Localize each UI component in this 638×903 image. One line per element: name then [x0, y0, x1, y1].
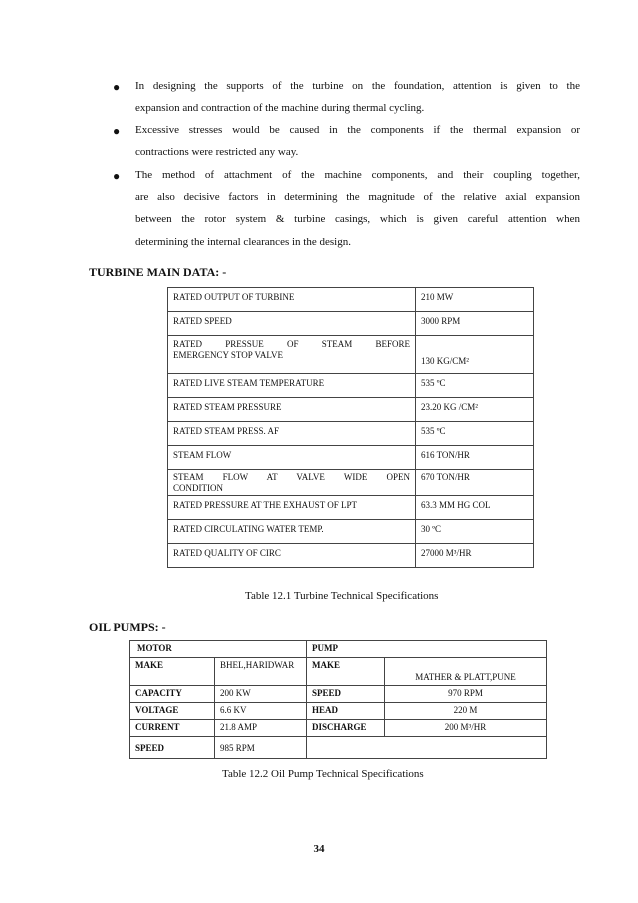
- spec-value: 616 TON/HR: [416, 446, 534, 470]
- motor-value: BHEL,HARIDWAR: [215, 658, 307, 686]
- turbine-table-caption: Table 12.1 Turbine Technical Specifications: [245, 590, 439, 602]
- turbine-spec-table: [167, 287, 534, 568]
- table-row: [168, 336, 534, 374]
- spec-label: [168, 336, 416, 374]
- oil-pumps-heading: OIL PUMPS: -: [89, 620, 166, 634]
- spec-label: [168, 470, 416, 496]
- table-row: [130, 720, 547, 737]
- spec-value: 63.3 MM HG COL: [416, 496, 534, 520]
- pump-field: HEAD: [307, 703, 385, 720]
- bullet-1-line-2: expansion and contraction of the machine during thermal cycling.: [135, 102, 425, 114]
- table-row: [168, 288, 534, 312]
- spec-value: 535 ºC: [416, 374, 534, 398]
- table-row: [130, 658, 547, 686]
- motor-value: 985 RPM: [215, 737, 307, 759]
- spec-value: 27000 M³/HR: [416, 544, 534, 568]
- pump-value: 200 M³/HR: [385, 720, 547, 737]
- table-row: [168, 398, 534, 422]
- table-row: [130, 686, 547, 703]
- spec-label: RATED STEAM PRESSURE: [168, 398, 416, 422]
- bullet-3-line-1: The method of attachment of the machine components, and their coupling together,: [135, 169, 580, 181]
- table-row: [130, 703, 547, 720]
- motor-header: MOTOR: [130, 641, 307, 658]
- spec-label: RATED STEAM PRESS. AF: [168, 422, 416, 446]
- spec-value: 30 ºC: [416, 520, 534, 544]
- spec-value: 535 ºC: [416, 422, 534, 446]
- spec-value: 670 TON/HR: [416, 470, 534, 496]
- page-number: 34: [313, 843, 325, 855]
- table-row: [168, 520, 534, 544]
- bullet-dot: ●: [113, 80, 121, 94]
- pump-field: MAKE: [307, 658, 385, 686]
- spec-label-line-1: RATED PRESSUE OF STEAM BEFORE: [173, 339, 410, 349]
- motor-value: 6.6 KV: [215, 703, 307, 720]
- bullet-2-line-2: contractions were restricted any way.: [135, 146, 299, 158]
- spec-label: RATED LIVE STEAM TEMPERATURE: [168, 374, 416, 398]
- table-row: [168, 312, 534, 336]
- spec-value: 23.20 KG /CM²: [416, 398, 534, 422]
- pump-value: 970 RPM: [385, 686, 547, 703]
- pump-value: 220 M: [385, 703, 547, 720]
- bullet-3-line-4: determining the internal clearances in the design.: [135, 236, 351, 248]
- spec-value: 130 KG/CM²: [416, 336, 534, 374]
- table-row: [168, 374, 534, 398]
- pump-field: SPEED: [307, 686, 385, 703]
- bullet-3-line-2: are also decisive factors in determining the magnitude of the relative axial expansion: [135, 191, 580, 203]
- table-row: [168, 496, 534, 520]
- table-row: [168, 446, 534, 470]
- spec-label-line-2: EMERGENCY STOP VALVE: [173, 350, 284, 360]
- table-row: [168, 470, 534, 496]
- bullet-2-line-1: Excessive stresses would be caused in the components if the thermal expansion or: [135, 124, 580, 136]
- pump-value: MATHER & PLATT,PUNE: [385, 658, 547, 686]
- bullet-3-line-3: between the rotor system & turbine casings, which is given careful attention when: [135, 213, 580, 225]
- spec-label: STEAM FLOW: [168, 446, 416, 470]
- spec-label: RATED QUALITY OF CIRC: [168, 544, 416, 568]
- motor-field: SPEED: [130, 737, 215, 759]
- spec-label: RATED PRESSURE AT THE EXHAUST OF LPT: [168, 496, 416, 520]
- spec-label-line-2: CONDITION: [173, 483, 223, 493]
- turbine-main-data-heading: TURBINE MAIN DATA: -: [89, 265, 227, 279]
- motor-field: MAKE: [130, 658, 215, 686]
- bullet-dot: ●: [113, 169, 121, 183]
- motor-field: CAPACITY: [130, 686, 215, 703]
- table-row: [168, 422, 534, 446]
- table-row: [130, 737, 547, 759]
- table-row: [130, 641, 547, 658]
- motor-value: 21.8 AMP: [215, 720, 307, 737]
- spec-value: 3000 RPM: [416, 312, 534, 336]
- spec-value: 210 MW: [416, 288, 534, 312]
- table-row: [168, 544, 534, 568]
- oil-pump-table-caption: Table 12.2 Oil Pump Technical Specifications: [222, 768, 424, 780]
- empty-cell: [307, 737, 547, 759]
- spec-label: RATED SPEED: [168, 312, 416, 336]
- motor-field: CURRENT: [130, 720, 215, 737]
- motor-field: VOLTAGE: [130, 703, 215, 720]
- oil-pump-table: [129, 640, 547, 759]
- pump-header: PUMP: [307, 641, 547, 658]
- bullet-dot: ●: [113, 124, 121, 138]
- bullet-1-line-1: In designing the supports of the turbine on the foundation, attention is given to the: [135, 80, 580, 92]
- spec-label-line-1: STEAM FLOW AT VALVE WIDE OPEN: [173, 472, 410, 482]
- spec-label: RATED OUTPUT OF TURBINE: [168, 288, 416, 312]
- spec-label: RATED CIRCULATING WATER TEMP.: [168, 520, 416, 544]
- motor-value: 200 KW: [215, 686, 307, 703]
- pump-field: DISCHARGE: [307, 720, 385, 737]
